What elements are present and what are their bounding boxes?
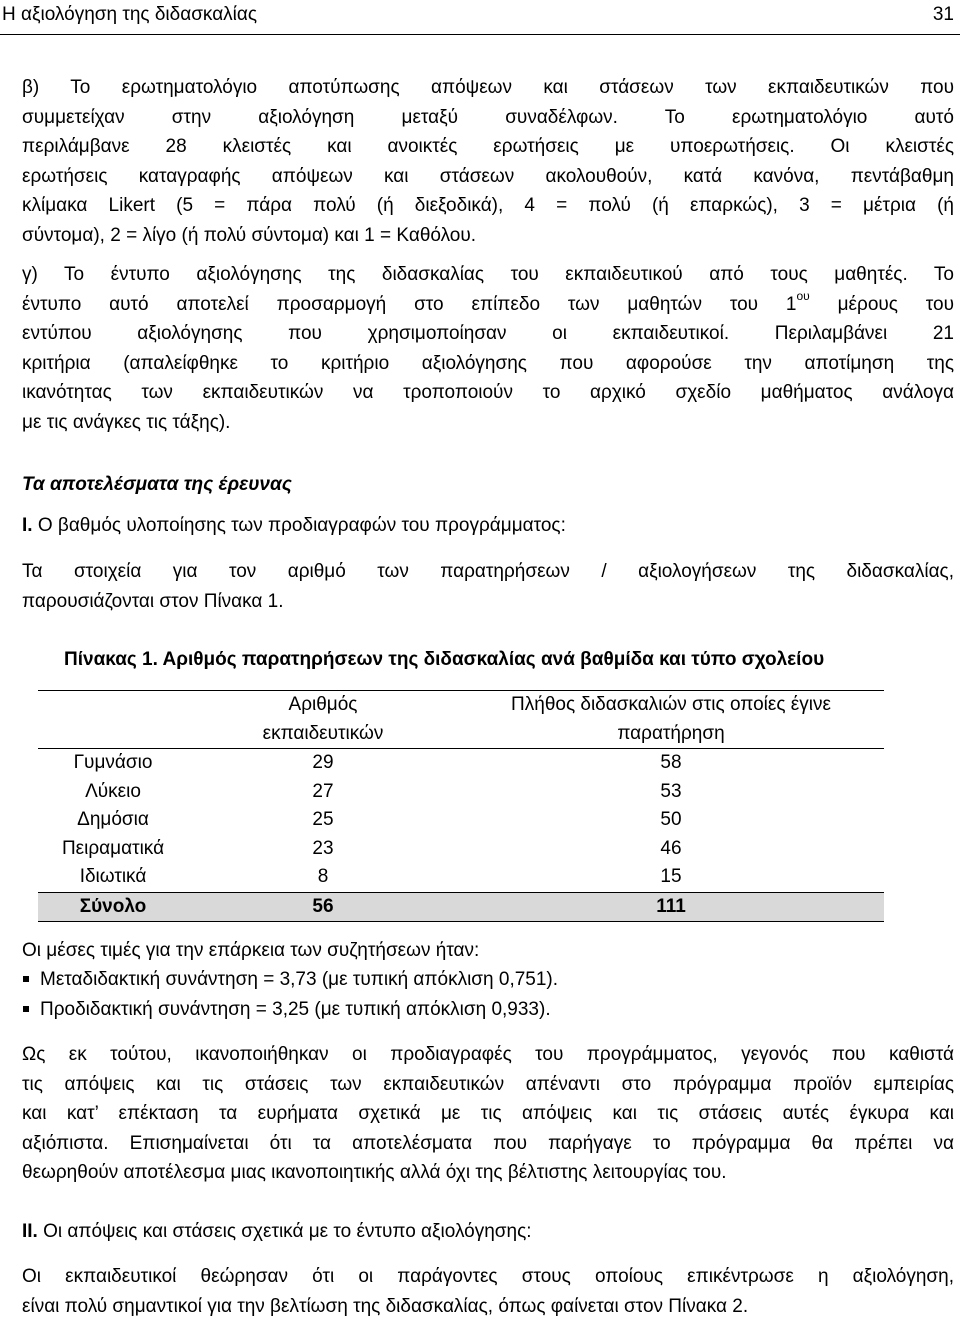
table-cell: 58 xyxy=(660,752,682,773)
observations-table xyxy=(38,690,884,922)
text-line: είναι πολύ σημαντικοί για την βελτίωση της διδασκαλίας, όπως φαίνεται στον Πίνακα 2. xyxy=(22,1295,749,1317)
paragraph-gamma xyxy=(22,260,954,437)
means-bullet-list xyxy=(22,965,954,1024)
text-line: Τα στοιχεία για τον αριθμό των παρατηρήσεων / αξιολογήσεων της διδασκαλίας, xyxy=(22,561,954,582)
text-line: ικανότητας των εκπαιδευτικών να τροποποιούν το αρχικό σχεδίο μαθήματος ανάλογα xyxy=(22,382,954,403)
text-line: β) Το ερωτηματολόγιο αποτύπωσης απόψεων και στάσεων των εκπαιδευτικών που xyxy=(22,77,954,98)
table-cell: 50 xyxy=(660,809,682,830)
square-bullet-icon xyxy=(23,976,29,982)
table-row xyxy=(38,749,884,778)
running-header xyxy=(0,0,960,29)
list-item-text: Μεταδιδακτική συνάντηση = 3,73 (με τυπική απόκλιση 0,751). xyxy=(40,969,559,990)
table-row xyxy=(38,835,884,864)
text-line: με τις ανάγκες τις τάξης). xyxy=(22,411,231,433)
table-cell: 46 xyxy=(660,837,682,859)
means-intro: Οι μέσες τιμές για την επάρκεια των συζητήσεων ήταν: xyxy=(22,940,480,961)
table-cell: 8 xyxy=(317,866,329,887)
table-caption xyxy=(64,645,824,675)
table-header-cell: Αριθμός εκπαιδευτικών xyxy=(262,694,384,744)
paragraph-beta xyxy=(22,73,954,250)
text-line: περιλάμβανε 28 κλειστές και ανοικτές ερωτήσεις με υποερωτήσεις. Οι κλειστές xyxy=(22,136,954,157)
table-cell: 23 xyxy=(312,837,334,859)
table-total-cell: Σύνολο xyxy=(38,892,188,922)
table-cell: Λύκειο xyxy=(85,780,141,802)
table-cell: 25 xyxy=(312,809,334,830)
text-line: ερωτήσεις καταγραφής απόψεων και στάσεων ακολουθούν, κατά κανόνα, πεντάβαθμη xyxy=(22,165,954,187)
text-line-with-superscript xyxy=(22,290,954,320)
table-header-cell: Πλήθος διδασκαλιών στις οποίες έγινε παρατήρηση xyxy=(511,694,831,744)
conclusion-paragraph xyxy=(22,1040,954,1188)
table-cell: Δημόσια xyxy=(77,809,149,830)
text-line: αξιόπιστα. Επισημαίνεται ότι τα αποτελέσματα που παρήγαγε το πρόγραμμα θα πρέπει να xyxy=(22,1132,954,1154)
page-number: 31 xyxy=(932,3,954,25)
section-heading-text: Οι απόψεις και στάσεις σχετικά με το έντυπο αξιολόγησης: xyxy=(37,1221,532,1242)
section-numeral: ΙΙ. xyxy=(22,1221,38,1242)
text-line: γ) Το έντυπο αξιολόγησης της διδασκαλίας του εκπαιδευτικού από τους μαθητές. Το xyxy=(22,264,954,285)
table-header-row xyxy=(38,691,884,749)
table-total-cell: 111 xyxy=(458,892,884,922)
text-line: και κατ’ επέκταση τα ευρήματα σχετικά με τις απόψεις και τις στάσεις αυτές έγκυρα και xyxy=(22,1103,954,1124)
text-line: κλίμακα Likert (5 = πάρα πολύ (ή διεξοδικά), 4 = πολύ (ή επαρκώς), 3 = μέτρια (ή xyxy=(22,195,954,216)
list-item-text: Προδιδακτική συνάντηση = 3,25 (με τυπική απόκλιση 0,933). xyxy=(40,998,551,1020)
header-rule xyxy=(0,34,960,35)
table-row xyxy=(38,806,884,835)
text-line: εντύπου αξιολόγησης που χρησιμοποίησαν οι εκπαιδευτικοί. Περιλαμβάνει 21 xyxy=(22,323,954,344)
section-1-paragraph xyxy=(22,557,954,616)
table-cell: Ιδιωτικά xyxy=(79,866,147,887)
list-item xyxy=(22,965,954,995)
text-run: έντυπο αυτό αποτελεί προσαρμογή στο επίπεδο των μαθητών του 1 xyxy=(22,293,797,315)
text-run: μέρους του xyxy=(809,293,954,315)
table-cell: Πειραματικά xyxy=(61,837,165,859)
table-total-row xyxy=(38,892,884,922)
table-cell: 29 xyxy=(312,752,334,773)
table-caption-label: Πίνακας 1. xyxy=(64,649,158,670)
table-cell: 15 xyxy=(660,866,682,887)
section-1-heading xyxy=(22,511,954,541)
text-line: Οι εκπαιδευτικοί θεώρησαν ότι οι παράγοντες στους οποίους επικέντρωσε η αξιολόγηση, xyxy=(22,1266,954,1287)
table-cell: Γυμνάσιο xyxy=(73,752,153,773)
section-2-heading xyxy=(22,1217,954,1247)
table-header-cell xyxy=(38,691,188,749)
table-row xyxy=(38,778,884,807)
text-line: παρουσιάζονται στον Πίνακα 1. xyxy=(22,590,284,612)
table-cell: 27 xyxy=(312,780,334,802)
section-numeral: Ι. xyxy=(22,515,33,536)
text-line: θεωρηθούν αποτέλεσμα μιας ικανοποιητικής αλλά όχι της βέλτιστης λειτουργίας του. xyxy=(22,1162,727,1183)
header-title: Η αξιολόγηση της διδασκαλίας xyxy=(2,3,258,25)
text-line: τις απόψεις και τις στάσεις των εκπαιδευτικών απέναντι στο πρόγραμμα προϊόν εμπειρίας xyxy=(22,1073,954,1095)
results-section-title: Τα αποτελέσματα της έρευνας xyxy=(22,474,292,495)
ordinal-superscript: ου xyxy=(796,289,810,304)
table-row xyxy=(38,863,884,892)
section-heading-text: Ο βαθμός υλοποίησης των προδιαγραφών του προγράμματος: xyxy=(32,515,566,536)
table-caption-text: Αριθμός παρατηρήσεων της διδασκαλίας ανά βαθμίδα και τύπο σχολείου xyxy=(157,649,825,670)
text-line: κριτήρια (απαλείφθηκε το κριτήριο αξιολόγησης που αφορούσε την αποτίμηση της xyxy=(22,352,954,374)
section-2-paragraph xyxy=(22,1262,954,1321)
list-item xyxy=(22,995,954,1025)
text-line: Ως εκ τούτου, ικανοποιήθηκαν οι προδιαγραφές του προγράμματος, γεγονός που καθιστά xyxy=(22,1044,954,1065)
text-line: συμμετείχαν στην αξιολόγηση μεταξύ συναδέλφων. Το ερωτηματολόγιο αυτό xyxy=(22,106,954,128)
table-total-cell: 56 xyxy=(188,892,458,922)
text-line: σύντομα), 2 = λίγο (ή πολύ σύντομα) και 1 = Καθόλου. xyxy=(22,224,477,246)
table-cell: 53 xyxy=(660,780,682,802)
square-bullet-icon xyxy=(23,1006,29,1012)
